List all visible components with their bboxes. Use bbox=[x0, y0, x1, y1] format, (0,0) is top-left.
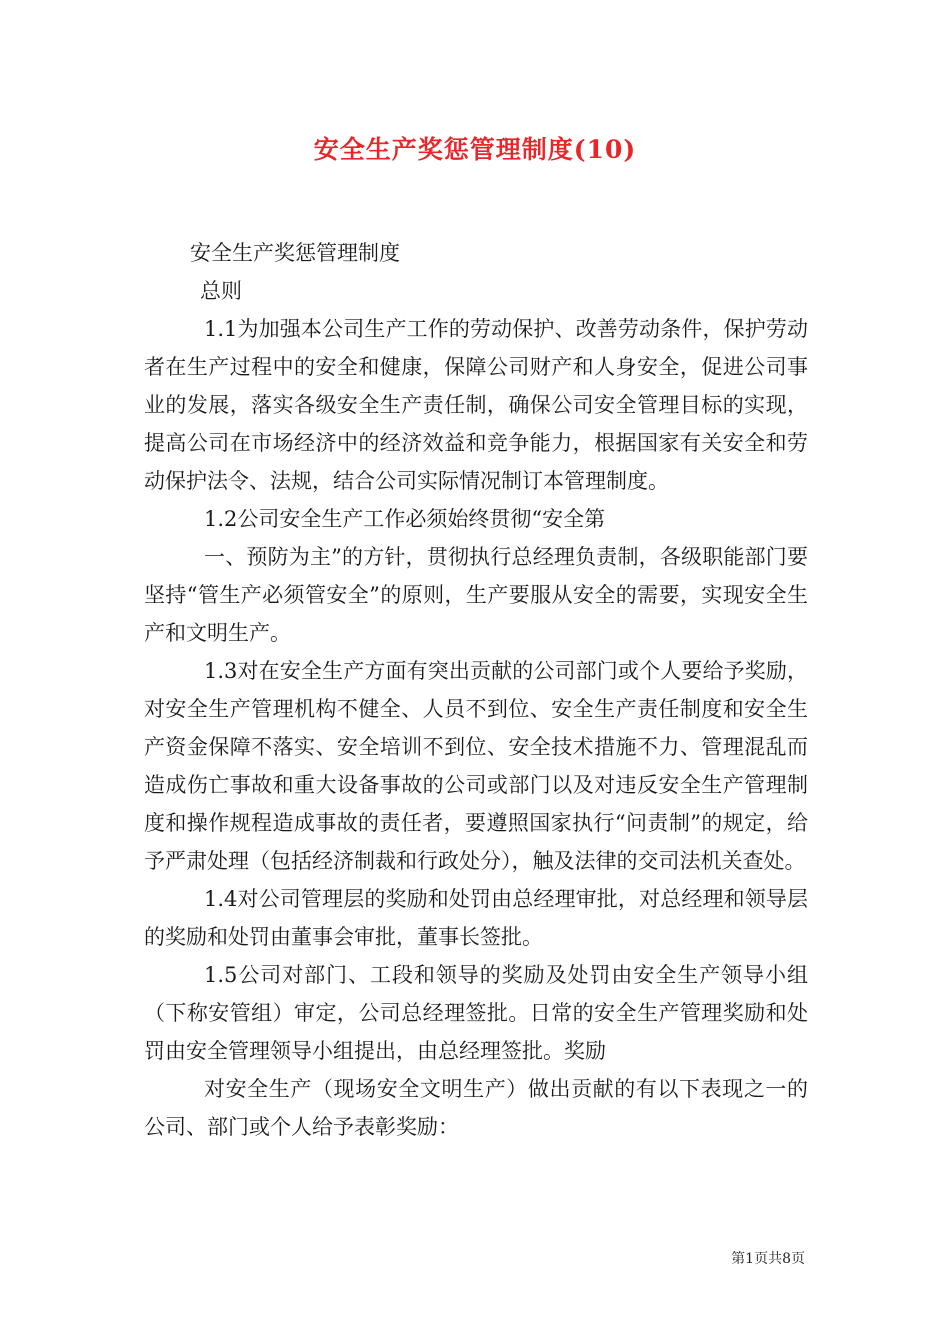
chapter-heading: 总则 bbox=[200, 279, 242, 303]
document-body bbox=[144, 234, 808, 1146]
page-number: 第1页共8页 bbox=[731, 1251, 805, 1267]
section-heading: 安全生产奖惩管理制度 bbox=[190, 241, 400, 265]
paragraph-1-5: 1.5公司对部门、工段和领导的奖励及处罚由安全生产领导小组（下称安管组）审定，公司总经理签批。日常的安全生产管理奖励和处罚由安全管理领导小组提出，由总经理签批。奖励 bbox=[144, 963, 808, 1063]
paragraph-reward-intro: 对安全生产（现场安全文明生产）做出贡献的有以下表现之一的公司、部门或个人给予表彰奖励： bbox=[144, 1077, 808, 1139]
paragraph-1-2-continued: 一、预防为主”的方针，贯彻执行总经理负责制，各级职能部门要坚持“管生产必须管安全”的原则，生产要服从安全的需要，实现安全生产和文明生产。 bbox=[144, 545, 808, 645]
paragraph-1-4: 1.4对公司管理层的奖励和处罚由总经理审批，对总经理和领导层的奖励和处罚由董事会审批，董事长签批。 bbox=[144, 887, 808, 949]
paragraph-1-1: 1.1为加强本公司生产工作的劳动保护、改善劳动条件，保护劳动者在生产过程中的安全和健康，保障公司财产和人身安全，促进公司事业的发展，落实各级安全生产责任制，确保公司安全管理目标的实现，提高公司在市场经济中的经济效益和竞争能力，根据国家有关安全和劳动保护法令、法规，结合公司实际情况制订本管理制度。 bbox=[144, 317, 808, 493]
paragraph-1-3: 1.3对在安全生产方面有突出贡献的公司部门或个人要给予奖励，对安全生产管理机构不健全、人员不到位、安全生产责任制度和安全生产资金保障不落实、安全培训不到位、安全技术措施不力、管理混乱而造成伤亡事故和重大设备事故的公司或部门以及对违反安全生产管理制度和操作规程造成事故的责任者，要遵照国家执行“问责制”的规定，给予严肃处理（包括经济制裁和行政处分），触及法律的交司法机关查处。 bbox=[144, 659, 808, 873]
document-title: 安全生产奖惩管理制度(10) bbox=[313, 135, 637, 164]
paragraph-1-2: 1.2公司安全生产工作必须始终贯彻“安全第 bbox=[204, 507, 606, 531]
